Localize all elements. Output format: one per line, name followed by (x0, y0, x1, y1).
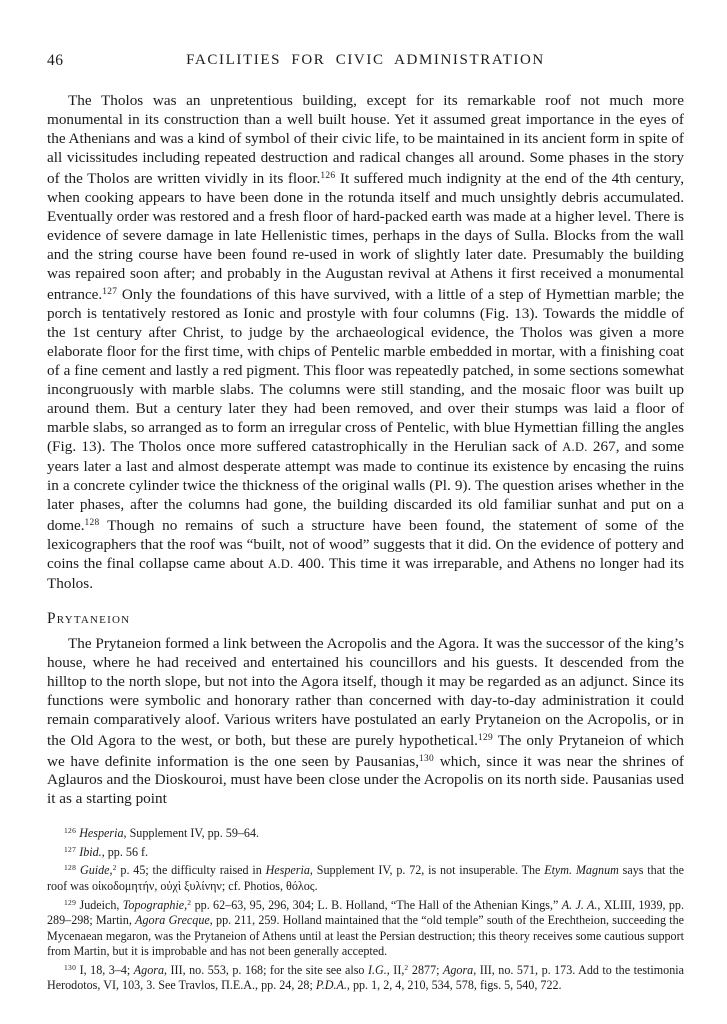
footnotes (47, 823, 684, 993)
footnote-130: $^{130}$ I, 18, 3–4; Agora, III, no. 553, p. 168; for the site see also I.G., II,$^2$ 2877; Agora, III, no. 571, p. 173. Add to the testimonia Herodotos, VI, 103, 3. See Travlos, Π.Ε.Α., pp. 24, 28; P.D.A., pp. 1, 2, 4, 210, 534, 578, figs. 5, 540, 722. (47, 962, 684, 993)
section-heading-prytaneion: Prytaneion (47, 609, 131, 627)
page-header (47, 52, 684, 71)
page-number: 46 (47, 52, 64, 69)
running-title: FACILITIES FOR CIVIC ADMINISTRATION (186, 52, 545, 68)
page-body (47, 91, 684, 808)
footnote-128: $^{128}$ Guide,$^2$ p. 45; the difficulty raised in Hesperia, Supplement IV, p. 72, is not insuperable. The Etym. Magnum says that the roof was οἰκοδομητήν, οὐχὶ ξυλίνην; cf. Photios, θόλος. (47, 863, 684, 893)
prytaneion-paragraph: The Prytaneion formed a link between the Acropolis and the Agora. It was the successor of the king’s house, where he had received and entertained his councillors and his guests. It descended from the hilltop to the north slope, but not into the Agora itself, though it may be regarded as an adjunct. Since its functions were symbolic and honorary rather than concerned with day-to-day administration it could remain comparatively aloof. Various writers have postulated an early Prytaneion on the Acropolis, or in the Old Agora to the west, or both, but these are purely hypothetical.$^{129}$ The only Prytaneion of which we have definite information is the one seen by Pausanias,$^{130}$ which, since it was near the shrines of Aglauros and the Dioskouroi, must have been close under the Acropolis on its north side. Pausanias used it as a starting point (47, 634, 684, 808)
tholos-paragraph: The Tholos was an unpretentious building, except for its remarkable roof not much more monumental in its construction than a well built house. Yet it assumed great importance in the eyes of the Athenians and was a kind of symbol of their civic life, to be maintained in its ancient form in spite of all vicissitudes including repeated destruction and radical changes all around. Some phases in the story of the Tholos are written vividly in its floor.$^{126}$ It suffered much indignity at the end of the 4th century, when cooking appears to have been done in the rotunda itself and much unsightly debris accumulated. Eventually order was restored and a fresh floor of hard-packed earth was made at a higher level. There is evidence of severe damage in late Hellenistic times, perhaps in the days of Sulla. Blocks from the wall and the string course have been found re-used in work of slightly later date. Presumably the building was repaired soon after; and probably in the Augustan revival at Athens it first received a monumental entrance.$^{127}$ Only the foundations of this have survived, with a little of a step of Hymettian marble; the porch is tentatively restored as Ionic and prostyle with four columns (Fig. 13). Towards the middle of the 1st century after Christ, to judge by the archaeological evidence, the Tholos was given a more elaborate floor for the first time, with chips of Pentelic marble embedded in mortar, with a finishing coat of a fine cement and lastly a red pigment. This floor was repeatedly patched, in some sections somewhat incongruously with marble slabs. The columns were still standing, and the mosaic floor was built up around them. But a century later they had been removed, and over their stumps was laid a floor of marble slabs, so arranged as to form an irregular cross of Pentelic, with blue Hymettian filling the angles (Fig. 13). The Tholos once more suffered catastrophically in the Herulian sack of A.D. 267, and some years later a last and almost desperate attempt was made to continue its existence by encasing the ruins in a concrete cylinder twice the thickness of the original walls (Pl. 9). The question arises whether in the later phases, after the columns had gone, the building discarded its old familiar sunhat and put on a dome.$^{128}$ Though no remains of such a structure have been found, the statement of some of the lexicographers that the roof was “built, not of wood” suggests that it did. On the evidence of pottery and coins the final collapse came about A.D. 400. This time it was irreparable, and Athens no longer had its Tholos. (47, 92, 684, 592)
footnote-129: $^{129}$ Judeich, Topographie,$^2$ pp. 62–63, 95, 296, 304; L. B. Holland, “The Hall of the Athenian Kings,” A. J. A., XLIII, 1939, pp. 289–298; Martin, Agora Grecque, pp. 211, 259. Holland maintained that the “old temple” south of the Erechtheion, succeeding the Mycenaean megaron, was the Prytaneion of Athens until at least the Persian destruction; this theory receives some cautious support from Martin, but it is improbable and has not been generally accepted. (47, 897, 684, 959)
footnote-126: $^{126}$ Hesperia, Supplement IV, pp. 59–64. (64, 826, 260, 841)
footnote-127: $^{127}$ Ibid., pp. 56 f. (64, 844, 149, 859)
